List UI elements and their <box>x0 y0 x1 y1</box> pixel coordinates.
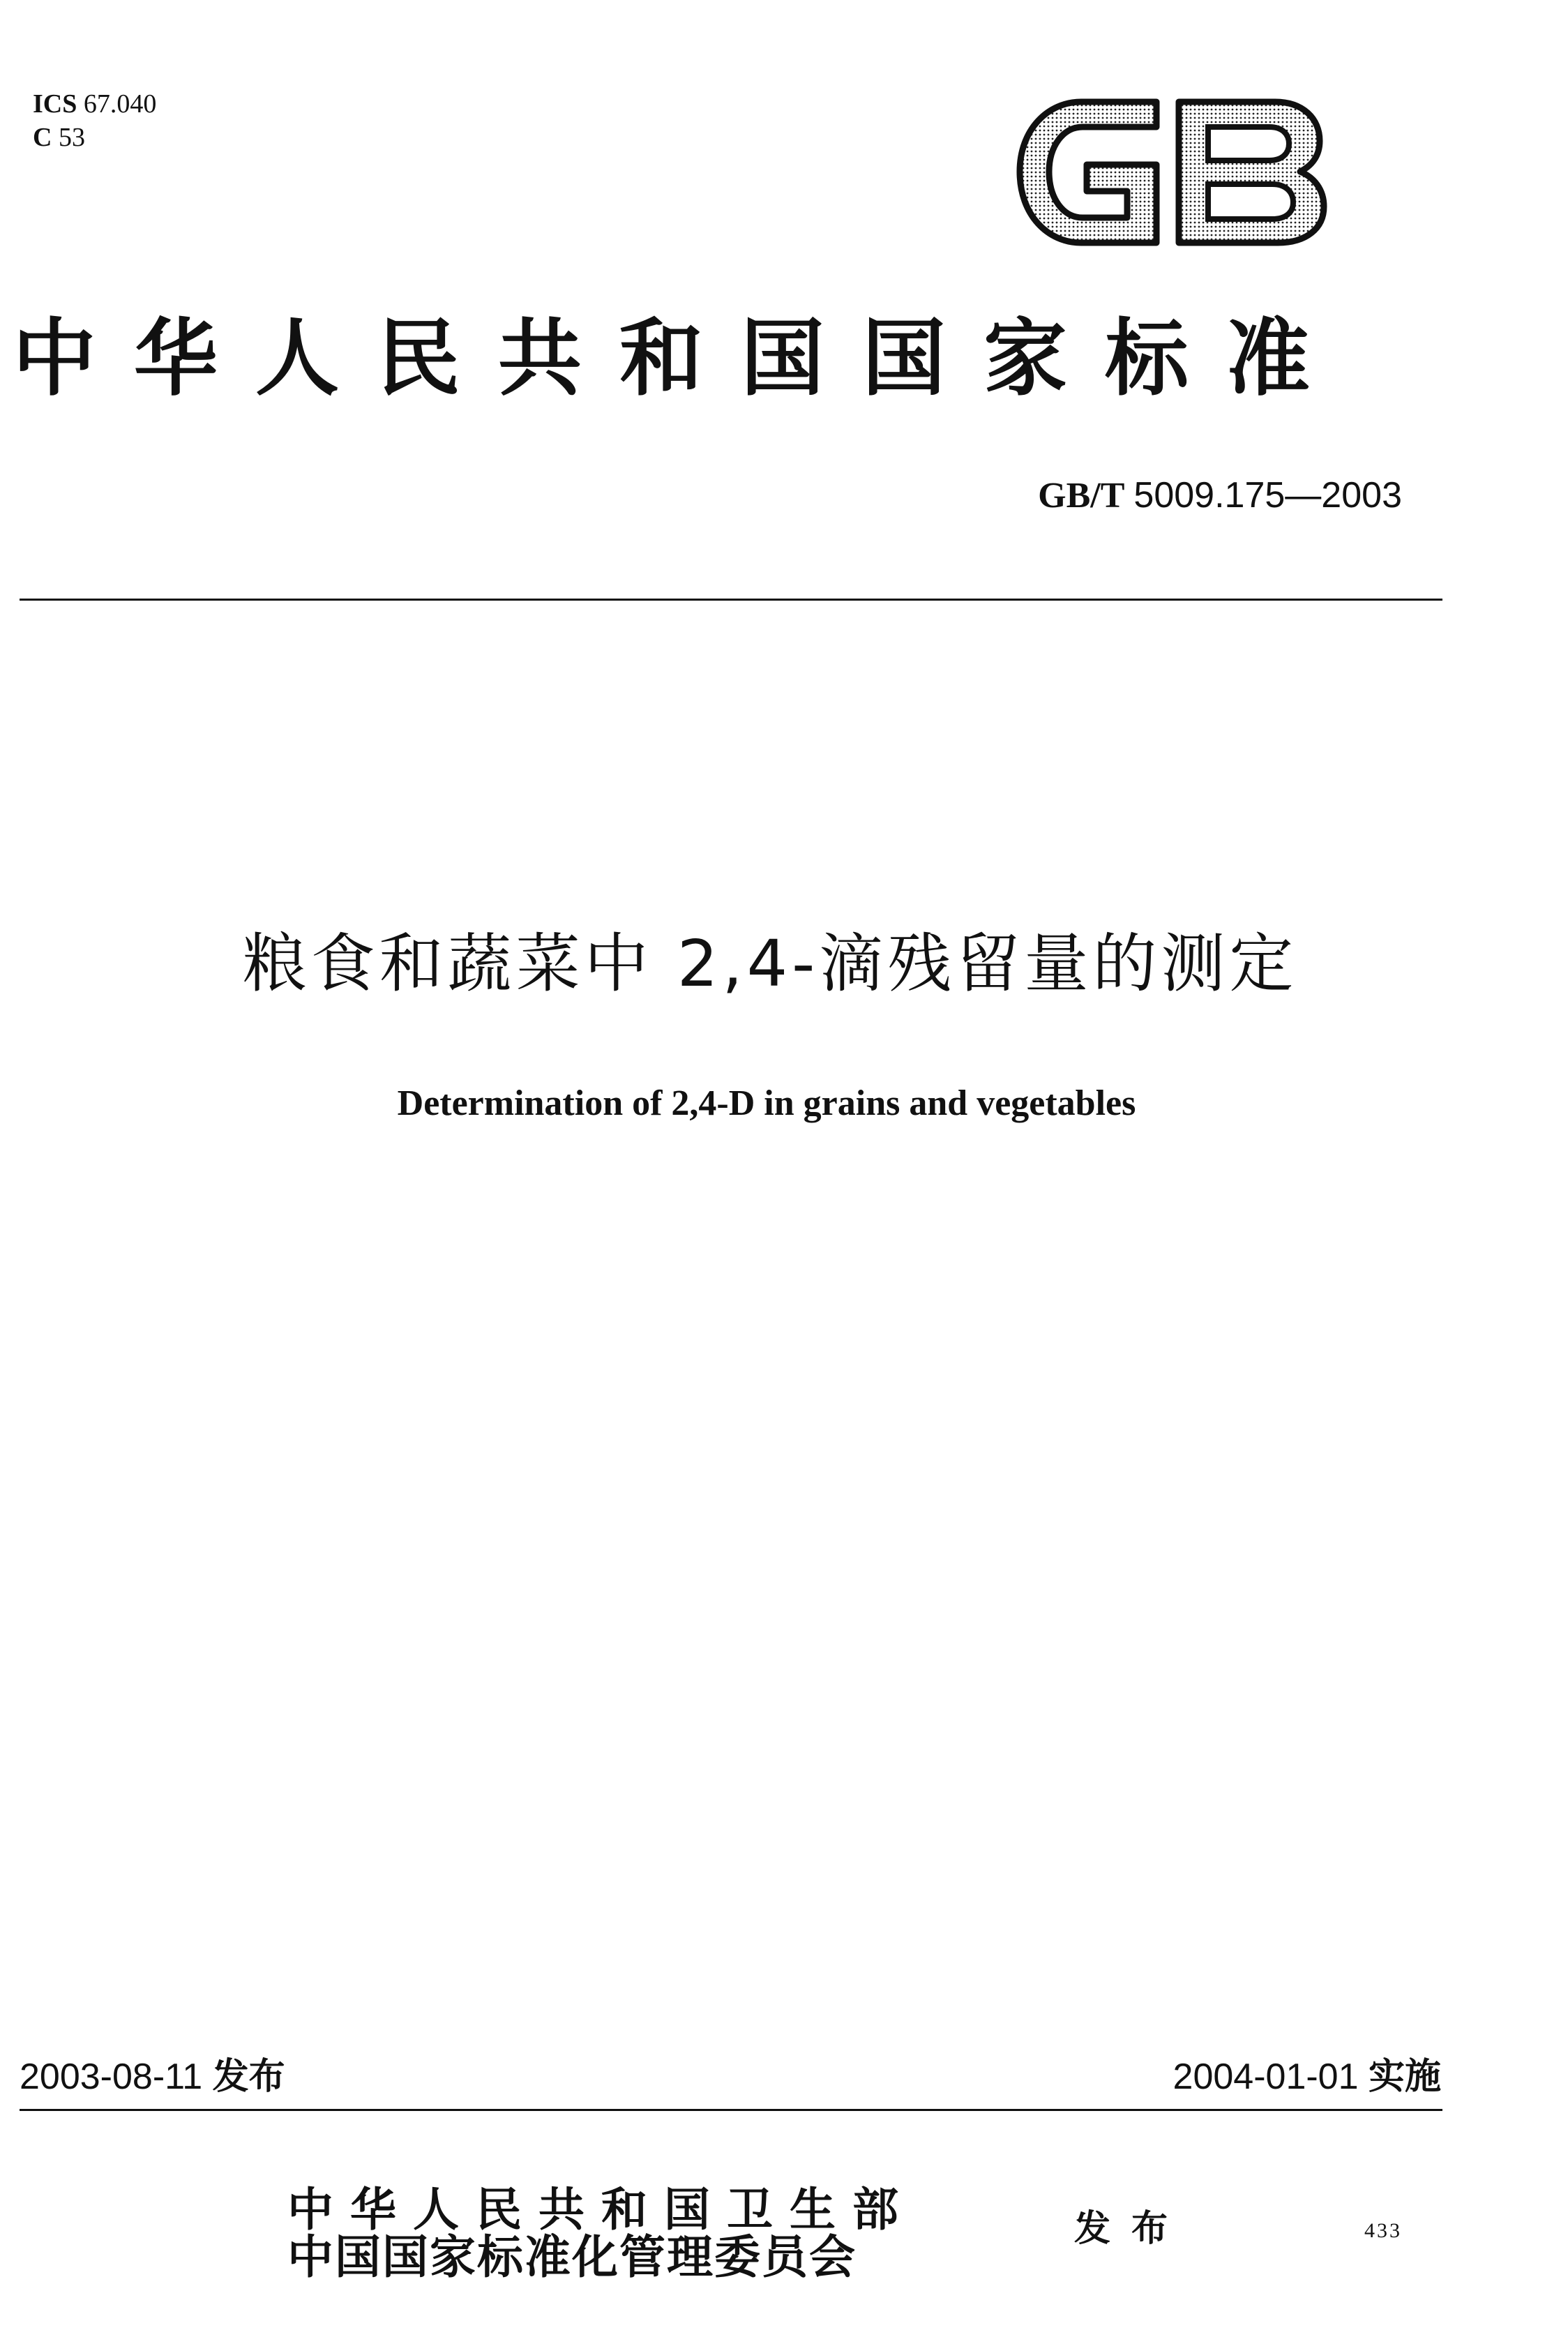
implementation-date-value: 2004-01-01 <box>1173 2057 1359 2097</box>
title-english: Determination of 2,4-D in grains and vegetables <box>397 1083 1136 1123</box>
implementation-date <box>1173 2054 1441 2099</box>
issue-label: 发布 <box>1074 2208 1189 2250</box>
release-label: 发布 <box>212 2056 285 2098</box>
release-date <box>20 2054 285 2099</box>
gb-logo-letter-g <box>1020 102 1156 243</box>
standard-prefix: GB/T <box>1038 476 1125 516</box>
ics-code-value: 67.040 <box>83 89 157 119</box>
gb-logo-graphic <box>1004 82 1339 262</box>
page-number: 433 <box>1364 2219 1402 2242</box>
header-divider <box>20 599 1442 601</box>
gb-logo-letter-b <box>1179 102 1324 243</box>
standard-number-value: 5009.175—2003 <box>1133 475 1402 516</box>
gb-logo <box>1004 82 1339 262</box>
implementation-label: 实施 <box>1368 2056 1441 2098</box>
ccs-code-value: 53 <box>58 123 85 152</box>
issuer-standardization-administration: 中国国家标准化管理委员会 <box>287 2230 857 2284</box>
footer-divider <box>20 2109 1442 2111</box>
ccs-code <box>20 89 85 153</box>
standard-number <box>1038 474 1402 517</box>
release-date-value: 2003-08-11 <box>20 2057 203 2097</box>
issuer-ministry-of-health: 中华人民共和国卫生部 <box>287 2182 915 2237</box>
national-standard-banner: 中华人民共和国国家标准 <box>13 310 1348 407</box>
title-chinese: 粮食和蔬菜中 2,4-滴残留量的测定 <box>242 926 1298 1001</box>
ics-label: ICS <box>33 89 77 119</box>
ccs-label: C <box>33 123 52 152</box>
